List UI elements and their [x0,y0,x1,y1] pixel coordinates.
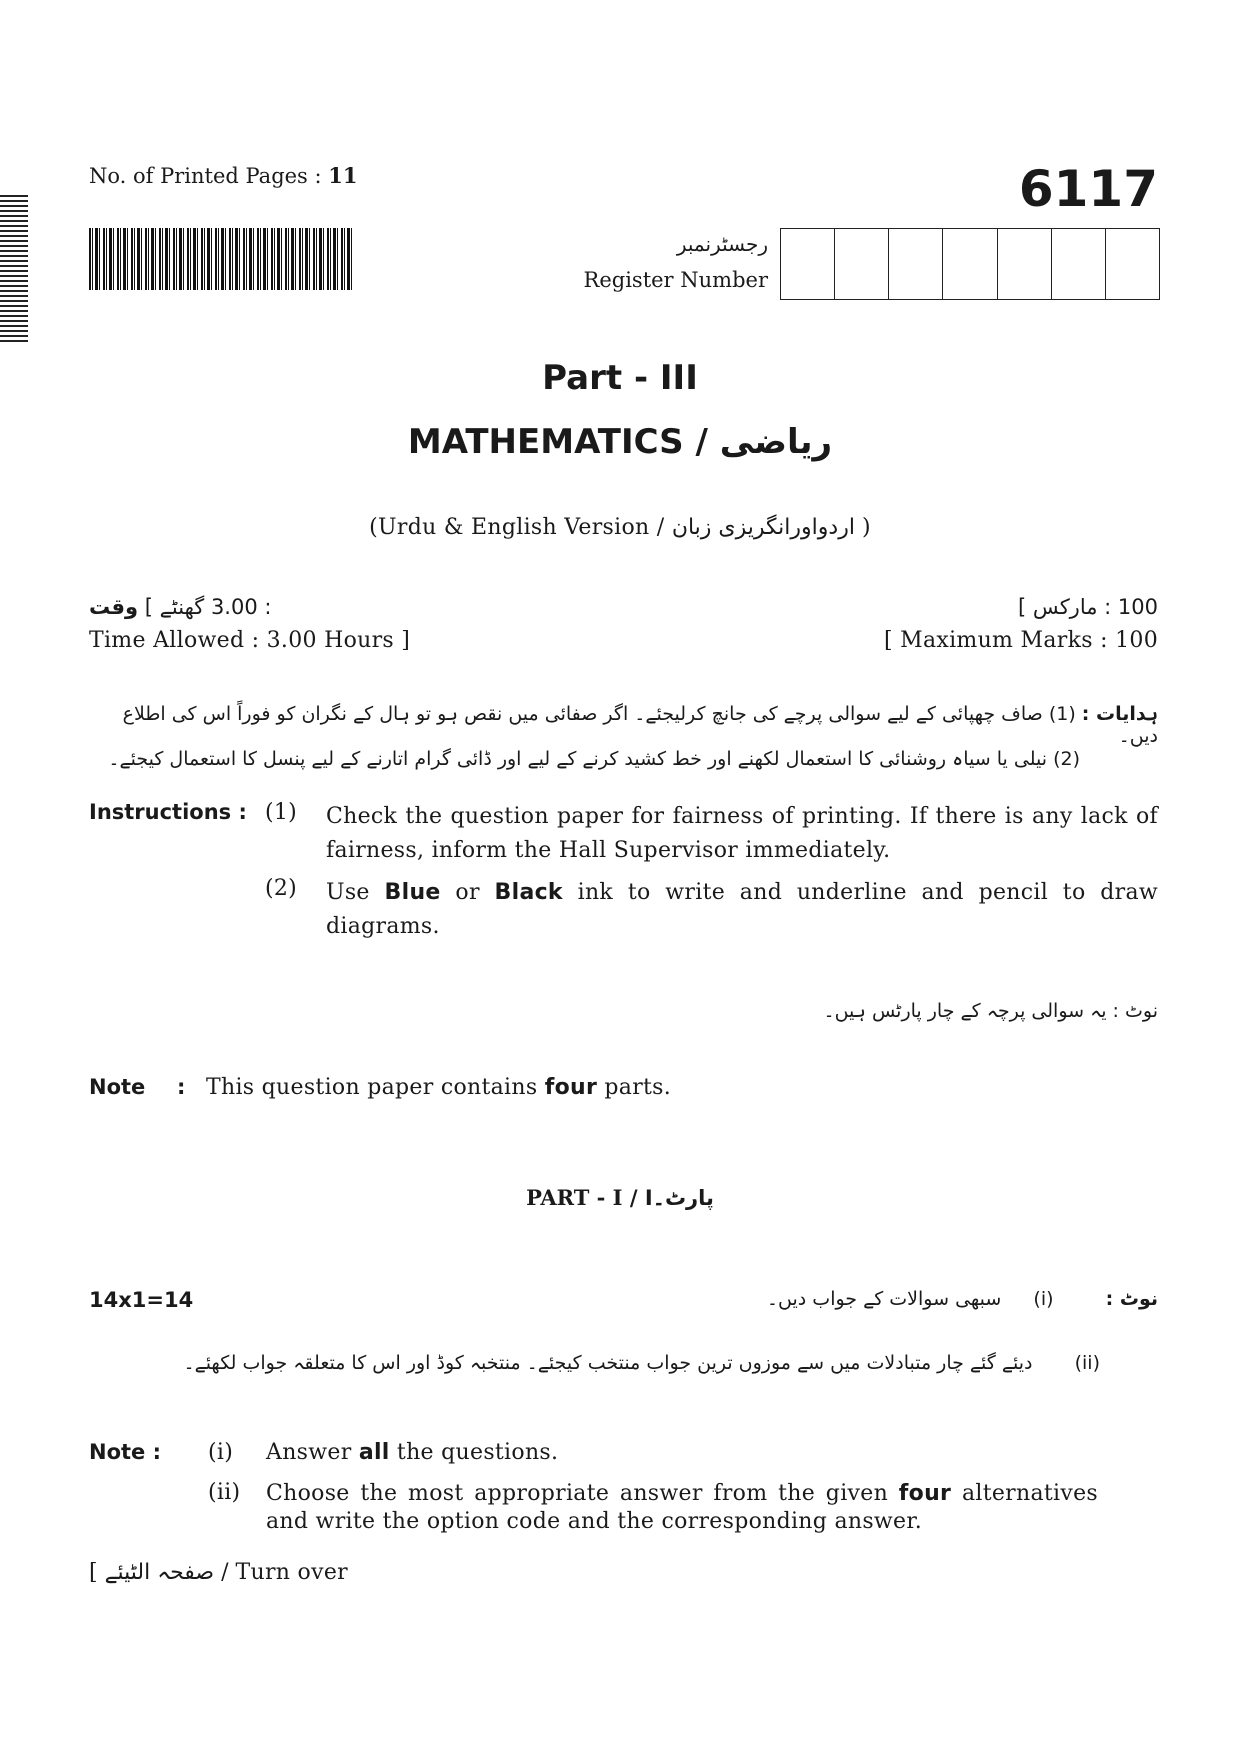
time-urdu-value: : 3.00 گھنٹے ] [144,595,272,619]
part-one-i-all: all [358,1440,390,1465]
version-line [0,515,1240,540]
version-english: (Urdu & English Version / [369,515,665,540]
instruction-1-text: Check the question paper for fairness of printing. If there is any lack of fairness, inform the Hall Supervisor immediately. [326,804,1158,863]
part-one-urdu-note-2 [183,1352,1100,1374]
subject-english: MATHEMATICS / [407,422,708,462]
part-one-urdu-note-1 [767,1288,1158,1310]
part-one-ii-text [266,1480,1098,1536]
instructions-urdu-heading: ہدایات : [1081,703,1158,725]
instructions-urdu-2-num: (2) [1053,748,1080,770]
time-urdu-label: وقت [89,595,139,619]
subject-title [0,422,1240,462]
instruction-2-num: (2) [265,876,298,901]
note-urdu: نوٹ : یہ سوالی پرچہ کے چار پارٹس ہیں۔ [823,1000,1158,1022]
register-number-cell[interactable] [889,229,943,299]
part-one-ii-four: four [898,1481,952,1506]
footer-urdu: صفحہ الٹیئے [104,1560,215,1585]
printed-pages-line [89,163,358,188]
part-one-ii-num: (ii) [208,1480,241,1505]
instructions-urdu-1 [88,703,1158,747]
time-allowed: Time Allowed : 3.00 Hours ] [89,628,411,653]
part-title: Part - III [542,358,698,398]
note-label: Note [89,1075,146,1099]
footer-turn-over: / Turn over [221,1560,348,1585]
time-urdu [89,595,271,619]
register-label: Register Number [583,268,768,292]
subject-urdu: ریاضی [719,422,833,462]
footer-bracket: [ [89,1560,98,1585]
printed-pages-label: No. of Printed Pages : [89,164,329,188]
instruction-2-black: Black [494,880,563,905]
part-one-i-c: the questions. [389,1440,559,1465]
register-number-cell[interactable] [1106,229,1159,299]
register-number-cell[interactable] [835,229,889,299]
note-text-four: four [544,1075,598,1100]
register-number-boxes[interactable] [780,228,1160,300]
turn-over-footer [89,1560,348,1585]
part-one-ii-c: alternatives and write the option code and the corresponding answer. [266,1481,1098,1534]
version-close: ) [861,515,871,540]
part-one-i-num: (i) [208,1440,234,1465]
part-one-english: PART - I / [526,1185,638,1210]
part-one-urdu-note-label: نوٹ : [1105,1288,1158,1310]
instruction-2-part-c: or [440,880,495,905]
instruction-2-part-a: Use [326,880,385,905]
part-one-urdu-ii-num: (ii) [1074,1352,1100,1374]
instructions-urdu-1-text: صاف چھپائی کے لیے سوالی پرچے کی جانچ کرلیجئے۔ اگر صفائی میں نقص ہو تو ہال کے نگران کو فوراً اس کی اطلاع دیں۔ [122,703,1158,747]
instructions-urdu-2-text: نیلی یا سیاہ روشنائی کا استعمال لکھنے اور خط کشید کرنے کے لیے اور ڈائی گرام اتارنے کے لیے پنسل کا استعمال کیجئے۔ [108,748,1048,770]
note-text-a: This question paper contains [206,1075,545,1100]
note-colon: : [177,1075,186,1099]
instruction-2-blue: Blue [384,880,441,905]
register-number-cell[interactable] [781,229,835,299]
part-one-heading [0,1185,1240,1210]
part-one-i-a: Answer [266,1440,359,1465]
part-one-urdu: پارٹ۔I [644,1186,714,1210]
note-text-c: parts. [597,1075,672,1100]
part-one-urdu-i-num: (i) [1033,1288,1054,1310]
edge-registration-marks [0,195,28,343]
part-one-urdu-i-text: سبھی سوالات کے جواب دیں۔ [766,1288,1002,1310]
version-urdu: اردواورانگریزی زبان [671,515,855,540]
part-one-note-label: Note : [89,1440,161,1464]
part-one-ii-a: Choose the most appropriate answer from the given [266,1481,899,1506]
instruction-2-part-d: ink to write and underline and pencil to draw diagrams. [326,880,1159,939]
register-number-cell[interactable] [998,229,1052,299]
register-number-cell[interactable] [943,229,997,299]
printed-pages-value: 11 [328,163,358,188]
part-one-urdu-ii-text: دیئے گئے چار متبادلات میں سے موزوں ترین جواب منتخب کیجئے۔ منتخبہ کوڈ اور اس کا متعلقہ جواب لکھئے۔ [183,1352,1033,1374]
barcode [89,228,354,290]
paper-code: 6117 [1018,160,1158,218]
part-one-i-text [266,1440,558,1465]
instructions-heading: Instructions : [89,800,247,824]
register-number-cell[interactable] [1052,229,1106,299]
marks-urdu: 100 : مارکس ] [1018,595,1158,619]
register-label-urdu: رجسٹرنمبر [676,232,768,256]
instructions-urdu-1-num: (1) [1048,703,1076,725]
part-one-marks: 14x1=14 [89,1288,194,1312]
instruction-1-num: (1) [265,800,298,825]
instructions-urdu-2 [80,748,1158,770]
maximum-marks: [ Maximum Marks : 100 [883,628,1158,653]
instruction-2-text [326,876,1158,944]
note-text [206,1075,671,1100]
